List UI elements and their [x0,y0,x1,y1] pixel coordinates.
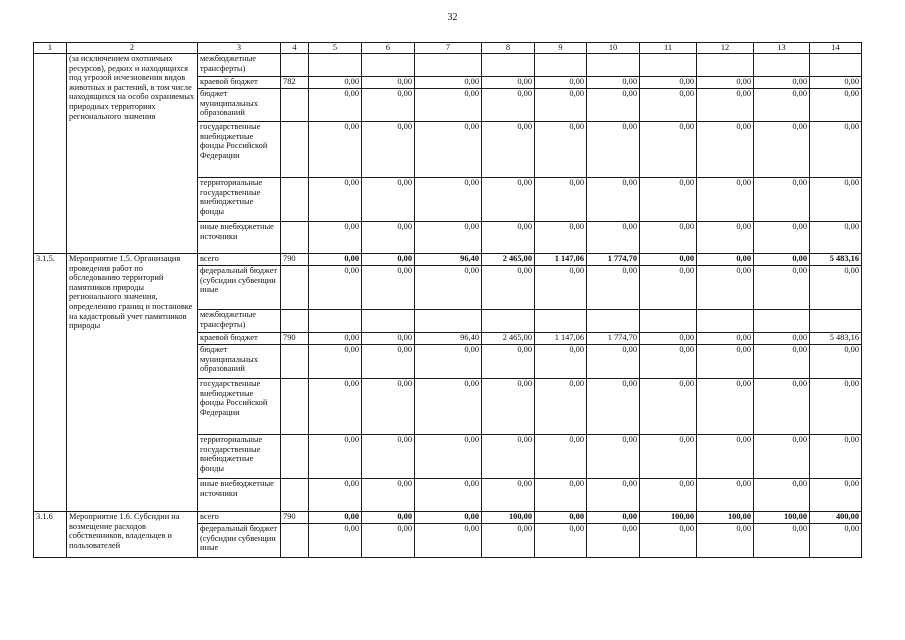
amount-cell: 0,00 [415,524,482,558]
amount-cell: 0,00 [810,222,862,254]
amount-cell [810,54,862,77]
amount-cell: 0,00 [482,345,535,379]
funding-source: территориальные государственные внебюджетные фонды [198,435,281,479]
column-header: 14 [810,43,862,54]
amount-cell: 0,00 [535,77,587,89]
amount-cell: 0,00 [640,345,697,379]
amount-cell: 0,00 [309,379,362,435]
funding-source: всего [198,254,281,266]
column-header: 1 [34,43,67,54]
amount-cell: 0,00 [415,345,482,379]
amount-cell: 0,00 [697,222,754,254]
budget-code [281,379,309,435]
amount-cell: 0,00 [640,379,697,435]
amount-cell: 0,00 [535,524,587,558]
amount-cell: 0,00 [587,379,640,435]
amount-cell: 0,00 [754,379,810,435]
amount-cell: 0,00 [482,222,535,254]
amount-cell: 0,00 [415,77,482,89]
funding-source: территориальные государственные внебюджетные фонды [198,178,281,222]
item-code: 3.1.5. [34,254,67,512]
amount-cell: 0,00 [362,524,415,558]
amount-cell: 96,40 [415,333,482,345]
amount-cell: 0,00 [587,266,640,310]
amount-cell: 0,00 [362,479,415,512]
amount-cell: 0,00 [587,89,640,122]
amount-cell: 0,00 [587,435,640,479]
amount-cell: 0,00 [587,479,640,512]
budget-code: 790 [281,254,309,266]
amount-cell: 0,00 [754,435,810,479]
funding-source: краевой бюджет [198,333,281,345]
column-header: 7 [415,43,482,54]
table-header-row [34,43,862,54]
amount-cell: 0,00 [415,435,482,479]
amount-cell: 0,00 [309,266,362,310]
amount-cell: 0,00 [362,122,415,178]
amount-cell: 0,00 [415,266,482,310]
amount-cell: 0,00 [309,333,362,345]
amount-cell [640,54,697,77]
amount-cell: 0,00 [362,345,415,379]
amount-cell: 0,00 [535,266,587,310]
amount-cell: 0,00 [535,178,587,222]
amount-cell: 0,00 [754,479,810,512]
budget-code [281,54,309,77]
item-description: (за исключением охотничьих ресурсов), редких и находящихся под угрозой исчезновения видов животных и растений, в том числе находящихся на особо охраняемых природных территориях регионального значения [67,54,198,254]
amount-cell: 0,00 [535,222,587,254]
amount-cell: 0,00 [482,479,535,512]
column-header: 9 [535,43,587,54]
amount-cell: 0,00 [640,77,697,89]
amount-cell: 0,00 [754,524,810,558]
amount-cell: 0,00 [810,122,862,178]
amount-cell: 0,00 [587,178,640,222]
amount-cell: 0,00 [697,524,754,558]
amount-cell: 0,00 [754,254,810,266]
amount-cell: 0,00 [482,122,535,178]
budget-table [33,42,862,558]
amount-cell [697,310,754,333]
amount-cell: 0,00 [482,89,535,122]
amount-cell: 0,00 [482,379,535,435]
amount-cell: 100,00 [697,512,754,524]
column-header: 6 [362,43,415,54]
amount-cell [415,54,482,77]
amount-cell: 0,00 [697,266,754,310]
amount-cell: 0,00 [640,178,697,222]
amount-cell: 0,00 [810,379,862,435]
funding-source: иные внебюджетные источники [198,479,281,512]
funding-source: бюджет муниципальных образований [198,345,281,379]
funding-source: краевой бюджет [198,77,281,89]
amount-cell: 0,00 [697,345,754,379]
amount-cell: 0,00 [640,122,697,178]
amount-cell: 0,00 [309,77,362,89]
funding-source: всего [198,512,281,524]
funding-source: государственные внебюджетные фонды Российской Федерации [198,122,281,178]
amount-cell: 0,00 [482,266,535,310]
amount-cell: 0,00 [415,122,482,178]
item-description: Мероприятие 1.5. Организация проведения работ по обследованию территорий памятников природы регионального значения, определению границ и постановке на кадастровый учет памятников природы [67,254,198,512]
table-body [34,54,862,558]
amount-cell: 0,00 [640,266,697,310]
amount-cell: 0,00 [309,512,362,524]
amount-cell [754,310,810,333]
budget-code [281,310,309,333]
budget-code [281,266,309,310]
amount-cell: 0,00 [754,266,810,310]
amount-cell: 0,00 [810,77,862,89]
amount-cell [535,54,587,77]
funding-source: государственные внебюджетные фонды Российской Федерации [198,379,281,435]
amount-cell: 0,00 [362,333,415,345]
amount-cell: 0,00 [362,222,415,254]
funding-source: федеральный бюджет (субсидии субвенции иные [198,266,281,310]
funding-source: федеральный бюджет (субсидии субвенции иные [198,524,281,558]
amount-cell [362,54,415,77]
amount-cell: 0,00 [810,435,862,479]
column-header: 5 [309,43,362,54]
budget-code [281,345,309,379]
amount-cell: 0,00 [697,379,754,435]
amount-cell: 0,00 [640,524,697,558]
amount-cell: 0,00 [697,254,754,266]
amount-cell: 0,00 [587,512,640,524]
funding-source: иные внебюджетные источники [198,222,281,254]
amount-cell [415,310,482,333]
amount-cell: 0,00 [754,178,810,222]
column-header: 8 [482,43,535,54]
budget-code [281,89,309,122]
amount-cell: 0,00 [587,524,640,558]
budget-code [281,178,309,222]
table-row [34,54,862,77]
amount-cell: 0,00 [754,333,810,345]
amount-cell: 0,00 [640,222,697,254]
budget-code: 782 [281,77,309,89]
amount-cell: 0,00 [754,122,810,178]
column-header: 11 [640,43,697,54]
amount-cell: 0,00 [309,254,362,266]
amount-cell: 0,00 [362,77,415,89]
column-header: 12 [697,43,754,54]
amount-cell: 400,00 [810,512,862,524]
amount-cell: 0,00 [482,524,535,558]
amount-cell: 0,00 [587,222,640,254]
amount-cell: 0,00 [754,77,810,89]
amount-cell: 0,00 [535,512,587,524]
amount-cell: 100,00 [754,512,810,524]
amount-cell: 100,00 [640,512,697,524]
amount-cell: 0,00 [535,122,587,178]
amount-cell: 2 465,00 [482,333,535,345]
amount-cell [309,54,362,77]
amount-cell: 0,00 [415,512,482,524]
amount-cell: 0,00 [640,89,697,122]
amount-cell: 0,00 [535,479,587,512]
amount-cell: 0,00 [697,435,754,479]
item-code: 3.1.6 [34,512,67,558]
amount-cell: 0,00 [754,89,810,122]
amount-cell: 1 147,06 [535,254,587,266]
amount-cell: 5 483,16 [810,333,862,345]
amount-cell: 5 483,16 [810,254,862,266]
column-header: 10 [587,43,640,54]
amount-cell: 0,00 [415,222,482,254]
amount-cell: 96,40 [415,254,482,266]
column-header: 13 [754,43,810,54]
amount-cell: 0,00 [362,178,415,222]
amount-cell: 0,00 [535,89,587,122]
amount-cell: 0,00 [415,479,482,512]
page-number: 32 [447,12,458,23]
amount-cell: 0,00 [697,333,754,345]
amount-cell [482,310,535,333]
amount-cell: 0,00 [587,122,640,178]
amount-cell: 0,00 [640,254,697,266]
budget-code: 790 [281,512,309,524]
amount-cell: 1 774,70 [587,254,640,266]
amount-cell: 0,00 [415,89,482,122]
item-description: Мероприятие 1.6. Субсидии на возмещение расходов собственников, владельцев и пользователей [67,512,198,558]
amount-cell: 0,00 [810,178,862,222]
amount-cell: 0,00 [810,479,862,512]
funding-source: бюджет муниципальных образований [198,89,281,122]
amount-cell: 100,00 [482,512,535,524]
budget-code [281,479,309,512]
amount-cell: 0,00 [309,178,362,222]
table-row [34,512,862,524]
amount-cell: 0,00 [697,479,754,512]
amount-cell: 0,00 [309,345,362,379]
funding-source: межбюджетные трансферты) [198,54,281,77]
column-header: 2 [67,43,198,54]
amount-cell: 1 774,70 [587,333,640,345]
amount-cell: 0,00 [754,345,810,379]
amount-cell [587,310,640,333]
amount-cell [535,310,587,333]
amount-cell [482,54,535,77]
amount-cell: 0,00 [309,89,362,122]
amount-cell: 0,00 [697,122,754,178]
amount-cell [697,54,754,77]
amount-cell: 1 147,06 [535,333,587,345]
budget-code [281,435,309,479]
amount-cell [754,54,810,77]
amount-cell [587,54,640,77]
amount-cell: 0,00 [362,379,415,435]
amount-cell: 0,00 [482,435,535,479]
budget-code [281,222,309,254]
funding-source: межбюджетные трансферты) [198,310,281,333]
amount-cell: 0,00 [810,266,862,310]
amount-cell: 0,00 [415,178,482,222]
amount-cell: 0,00 [535,379,587,435]
amount-cell: 0,00 [362,512,415,524]
amount-cell: 0,00 [535,345,587,379]
amount-cell [810,310,862,333]
amount-cell: 0,00 [415,379,482,435]
budget-code [281,122,309,178]
amount-cell: 0,00 [587,345,640,379]
amount-cell: 0,00 [309,524,362,558]
amount-cell: 0,00 [482,178,535,222]
amount-cell: 0,00 [697,77,754,89]
amount-cell: 0,00 [309,122,362,178]
amount-cell: 0,00 [640,479,697,512]
amount-cell: 0,00 [754,222,810,254]
table-row [34,254,862,266]
amount-cell: 2 465,00 [482,254,535,266]
column-header: 4 [281,43,309,54]
amount-cell: 0,00 [482,77,535,89]
amount-cell: 0,00 [362,266,415,310]
amount-cell: 0,00 [640,333,697,345]
amount-cell [309,310,362,333]
column-header: 3 [198,43,281,54]
amount-cell: 0,00 [362,89,415,122]
amount-cell: 0,00 [810,345,862,379]
amount-cell: 0,00 [810,524,862,558]
budget-code [281,524,309,558]
amount-cell [362,310,415,333]
amount-cell: 0,00 [362,254,415,266]
amount-cell: 0,00 [697,178,754,222]
amount-cell [640,310,697,333]
amount-cell: 0,00 [309,222,362,254]
amount-cell: 0,00 [587,77,640,89]
amount-cell: 0,00 [535,435,587,479]
amount-cell: 0,00 [362,435,415,479]
amount-cell: 0,00 [309,435,362,479]
amount-cell: 0,00 [697,89,754,122]
amount-cell: 0,00 [640,435,697,479]
budget-code: 790 [281,333,309,345]
amount-cell: 0,00 [309,479,362,512]
item-code [34,54,67,254]
amount-cell: 0,00 [810,89,862,122]
